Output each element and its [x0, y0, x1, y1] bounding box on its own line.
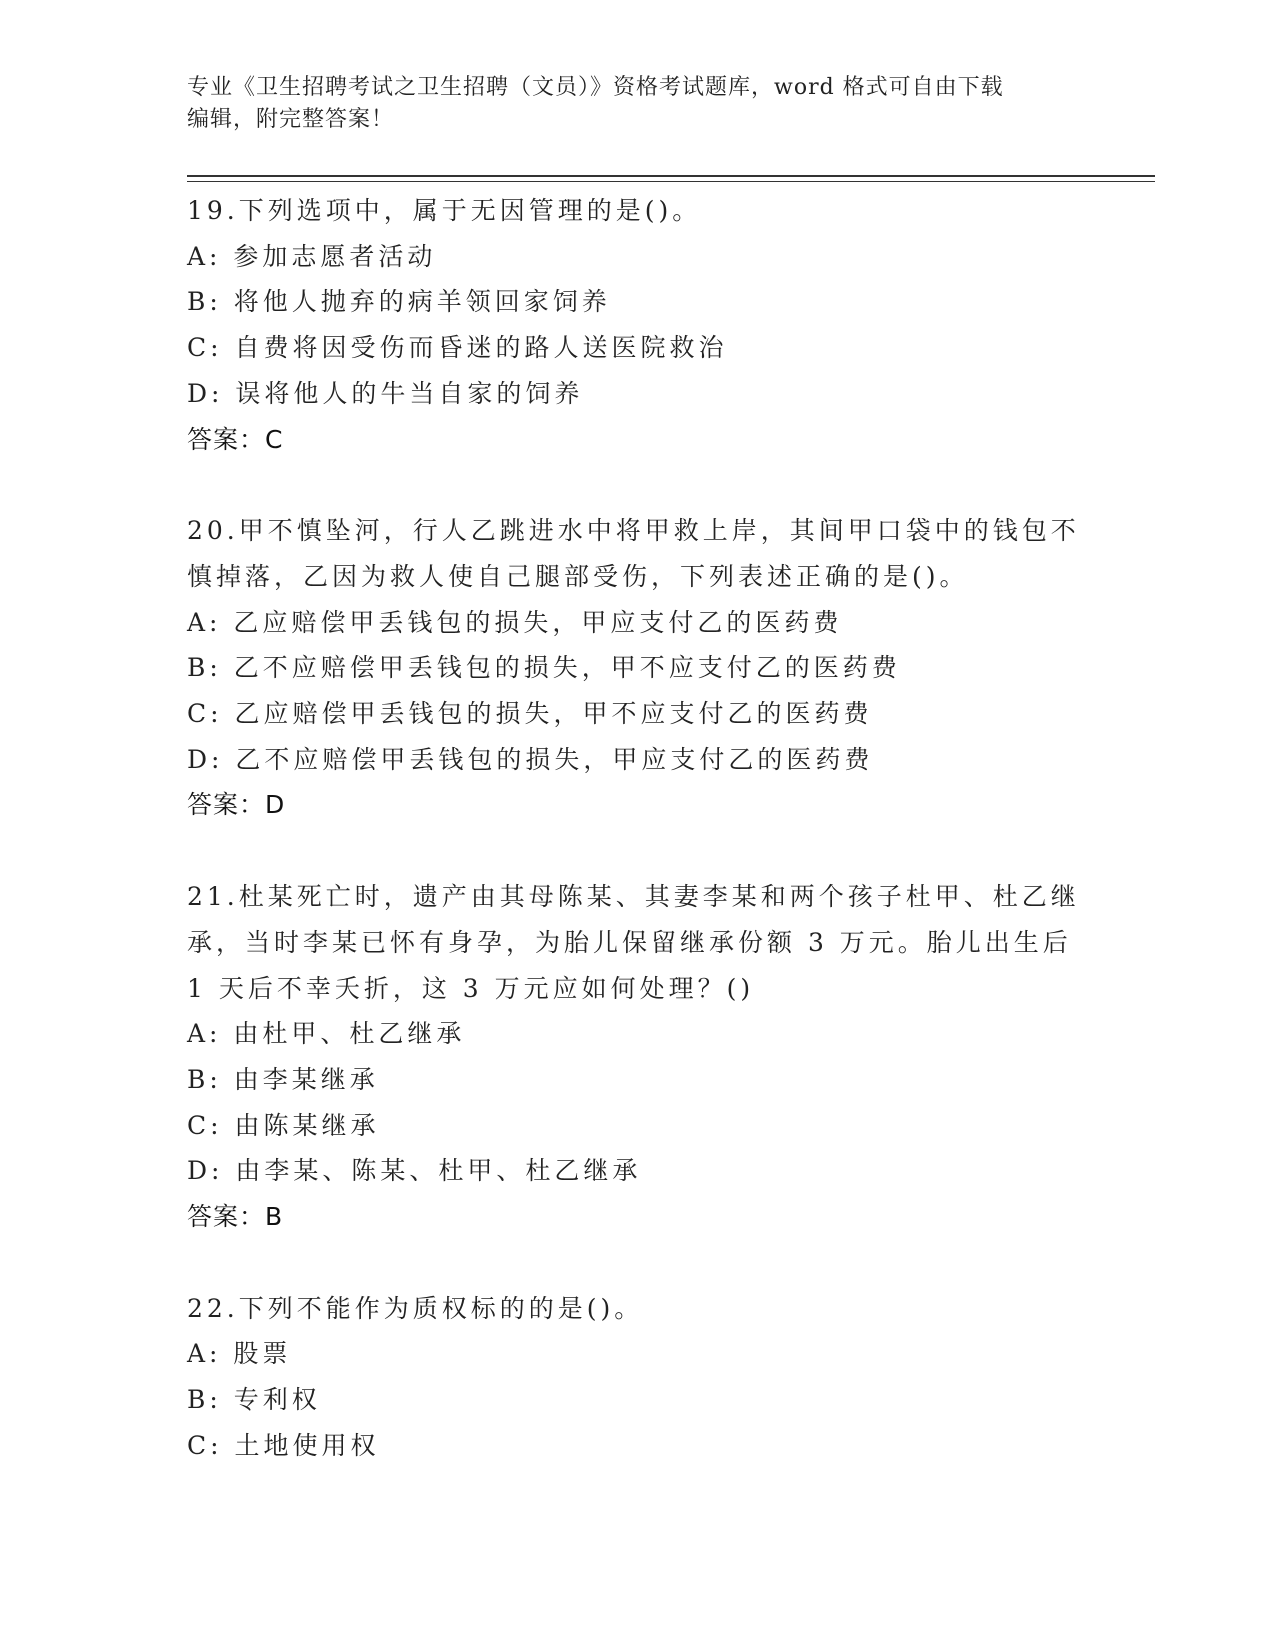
question-22	[187, 1286, 1087, 1469]
question-line: 20.甲不慎坠河，行人乙跳进水中将甲救上岸，其间甲口袋中的钱包不	[187, 516, 1080, 546]
question-list	[187, 188, 1087, 1515]
option-a: A: 乙应赔偿甲丢钱包的损失，甲应支付乙的医药费	[187, 607, 843, 637]
option-b: B: 专利权	[187, 1385, 321, 1415]
question-text	[187, 188, 1087, 234]
question-line: 1 天后不幸夭折，这 3 万元应如何处理？()	[187, 973, 755, 1003]
option-c: C: 土地使用权	[187, 1430, 380, 1460]
option-b: B: 将他人抛弃的病羊领回家饲养	[187, 287, 611, 317]
answer-line: 答案：C	[187, 424, 284, 454]
header-divider-thick	[187, 175, 1155, 177]
option-d: D: 由李某、陈某、杜甲、杜乙继承	[187, 1156, 642, 1186]
option-a: A: 股票	[187, 1339, 292, 1369]
question-20	[187, 508, 1087, 828]
document-header	[187, 72, 1067, 136]
answer-line: 答案：D	[187, 790, 286, 820]
question-line: 22.下列不能作为质权标的的是()。	[187, 1293, 644, 1323]
option-a: A: 参加志愿者活动	[187, 241, 437, 271]
option-d: D: 误将他人的牛当自家的饲养	[187, 378, 584, 408]
question-text	[187, 874, 1087, 1011]
question-line: 21.杜某死亡时，遗产由其母陈某、其妻李某和两个孩子杜甲、杜乙继	[187, 882, 1080, 912]
question-line: 19.下列选项中，属于无因管理的是()。	[187, 196, 702, 225]
question-19	[187, 188, 1087, 462]
option-b: B: 由李某继承	[187, 1064, 379, 1094]
question-text	[187, 508, 1087, 599]
option-c: C: 自费将因受伤而昏迷的路人送医院救治	[187, 333, 728, 363]
answer-line: 答案：B	[187, 1202, 284, 1232]
option-a: A: 由杜甲、杜乙继承	[187, 1019, 466, 1049]
header-line-2: 编辑，附完整答案！	[187, 107, 395, 132]
question-line: 承，当时李某已怀有身孕，为胎儿保留继承份额 3 万元。胎儿出生后	[187, 927, 1072, 957]
question-21	[187, 874, 1087, 1240]
option-b: B: 乙不应赔偿甲丢钱包的损失，甲不应支付乙的医药费	[187, 653, 901, 683]
question-text	[187, 1286, 1087, 1332]
header-line-1: 专业《卫生招聘考试之卫生招聘（文员）》资格考试题库，word 格式可自由下载	[187, 75, 1004, 100]
option-d: D: 乙不应赔偿甲丢钱包的损失，甲应支付乙的医药费	[187, 744, 874, 774]
option-c: C: 乙应赔偿甲丢钱包的损失，甲不应支付乙的医药费	[187, 699, 873, 729]
question-line: 慎掉落，乙因为救人使自己腿部受伤，下列表述正确的是()。	[187, 561, 969, 591]
option-c: C: 由陈某继承	[187, 1110, 380, 1140]
header-divider-thin	[187, 181, 1155, 182]
